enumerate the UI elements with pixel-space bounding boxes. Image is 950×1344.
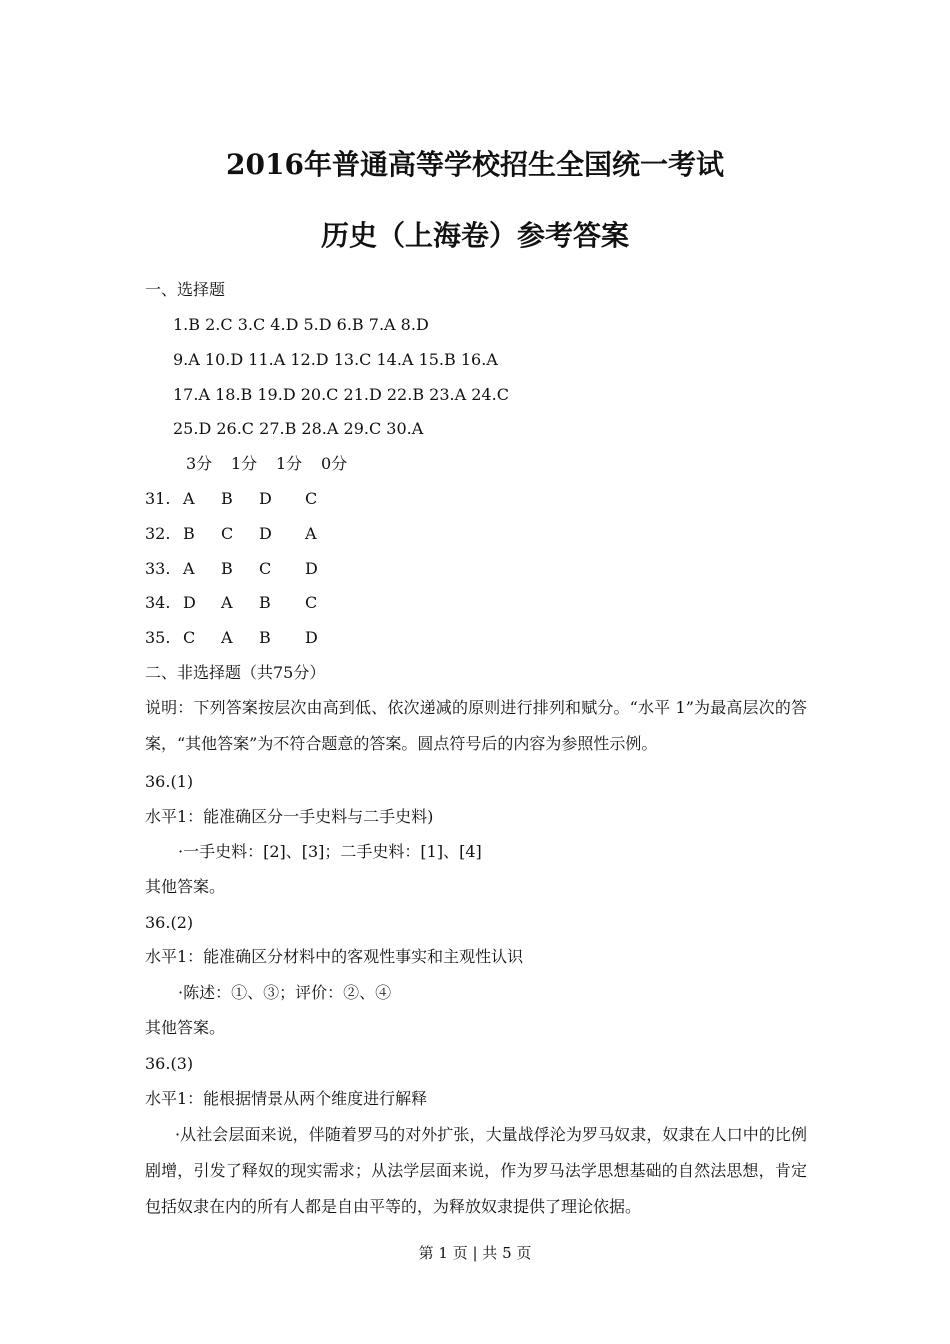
question-number: 31.	[145, 489, 171, 508]
page-subtitle: 历史（上海卷）参考答案	[320, 219, 629, 252]
option: A	[221, 628, 233, 647]
sample-answer: ·一手史料：[2]、[3]；二手史料：[1]、[4]	[178, 842, 482, 861]
other-answer: 其他答案。	[145, 877, 226, 896]
multi-answer-31	[145, 488, 335, 510]
level-description: 水平1：能根据情景从两个维度进行解释	[145, 1089, 428, 1108]
option: D	[305, 628, 318, 647]
option: B	[259, 593, 271, 612]
multi-answer-33	[145, 558, 335, 580]
answer-row-3: 17.A 18.B 19.D 20.C 21.D 22.B 23.A 24.C	[173, 385, 509, 404]
question-number: 32.	[145, 524, 171, 543]
option: B	[259, 628, 271, 647]
multi-answer-35	[145, 627, 335, 649]
score-2: 1分	[231, 454, 258, 473]
other-answer: 其他答案。	[145, 1018, 226, 1037]
page-footer: 第 1 页 | 共 5 页	[418, 1244, 532, 1262]
option: C	[259, 559, 272, 578]
option: B	[221, 489, 233, 508]
question-label-36-1: 36.(1)	[145, 772, 194, 791]
multi-answer-34	[145, 592, 335, 614]
question-number: 34.	[145, 593, 171, 612]
question-label-36-2: 36.(2)	[145, 913, 194, 932]
question-label-36-3: 36.(3)	[145, 1054, 194, 1073]
option: A	[183, 559, 195, 578]
option: D	[259, 524, 272, 543]
option: A	[183, 489, 195, 508]
option: A	[221, 593, 233, 612]
score-1: 3分	[186, 454, 213, 473]
sample-answer: ·从社会层面来说，伴随着罗马的对外扩张，大量战俘沦为罗马奴隶，奴隶在人口中的比例剧增，引发了释奴的现实需求；从法学层面来说，作为罗马法学思想基础的自然法思想，肯定包括奴隶在内的所有人都是自由平等的，为释放奴隶提供了理论依据。	[145, 1125, 807, 1216]
option: D	[305, 559, 318, 578]
option: D	[259, 489, 272, 508]
instruction-note: 说明：下列答案按层次由高到低、依次递减的原则进行排列和赋分。“水平 1”为最高层次的答案，“其他答案”为不符合题意的答案。圆点符号后的内容为参照性示例。	[145, 698, 807, 753]
option: B	[221, 559, 233, 578]
section-heading-choice: 一、选择题	[145, 280, 226, 299]
option: A	[305, 524, 317, 543]
option: D	[183, 593, 196, 612]
level-description: 水平1：能准确区分材料中的客观性事实和主观性认识	[145, 947, 524, 966]
sample-answer: ·陈述：①、③；评价：②、④	[178, 983, 392, 1002]
level-description: 水平1：能准确区分一手史料与二手史料)	[145, 807, 434, 826]
score-4: 0分	[321, 454, 348, 473]
multi-answer-32	[145, 523, 335, 545]
section-heading-nonchoice: 二、非选择题（共75分）	[145, 663, 326, 682]
question-number: 33.	[145, 559, 171, 578]
score-row	[186, 453, 366, 475]
answer-row-2: 9.A 10.D 11.A 12.D 13.C 14.A 15.B 16.A	[173, 350, 498, 369]
page-title: 2016年普通高等学校招生全国统一考试	[226, 148, 724, 181]
question-number: 35.	[145, 628, 171, 647]
score-3: 1分	[276, 454, 303, 473]
option: B	[183, 524, 195, 543]
answer-row-1: 1.B 2.C 3.C 4.D 5.D 6.B 7.A 8.D	[173, 315, 429, 334]
answer-row-4: 25.D 26.C 27.B 28.A 29.C 30.A	[173, 419, 424, 438]
option: C	[183, 628, 196, 647]
option: C	[305, 593, 318, 612]
option: C	[221, 524, 234, 543]
option: C	[305, 489, 318, 508]
